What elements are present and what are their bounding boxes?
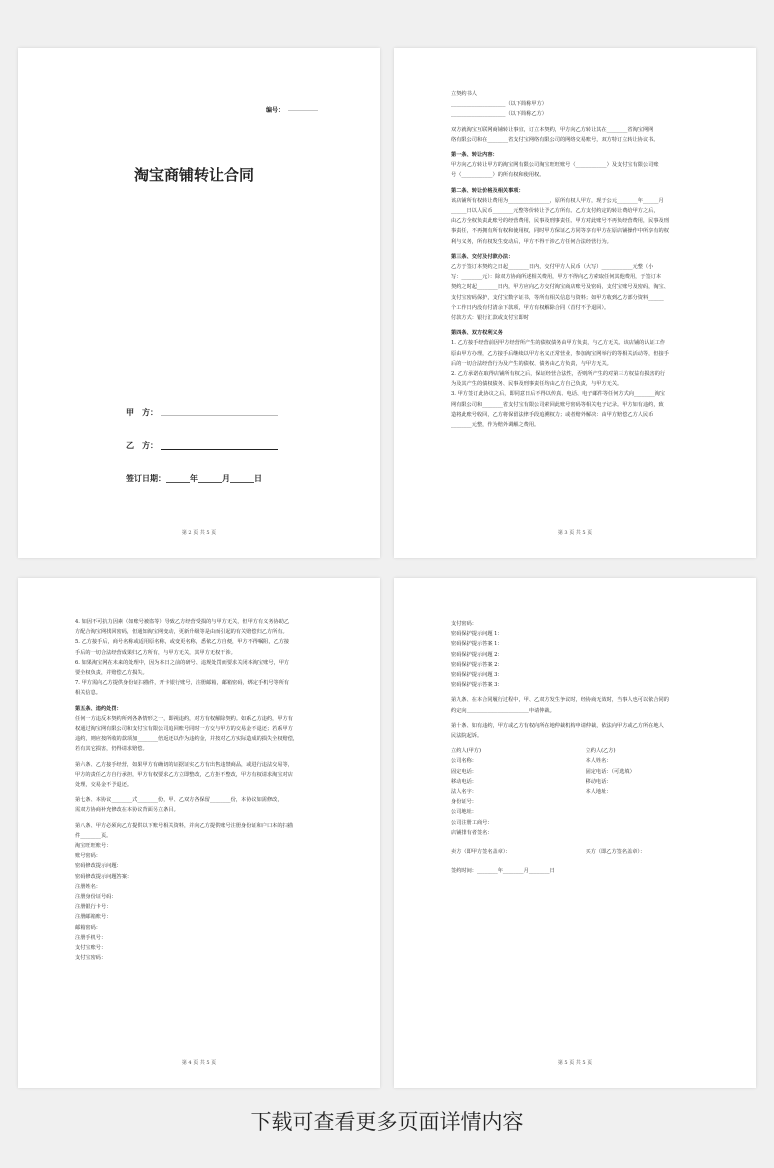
signatory-field: 移动电话：	[585, 778, 612, 785]
party-b-info	[586, 746, 721, 838]
signatory-field: 本人姓名：	[585, 758, 612, 765]
page-number: 第 4 页 共 5 页	[181, 1060, 217, 1066]
text-line: 民法院起诉。	[451, 733, 483, 740]
sign-date: 签订日期：______年______月______日	[126, 473, 262, 483]
signatory-field: 法人名字：	[451, 789, 477, 796]
text-line: 双方就淘宝互联网商铺转让事宜，订立本契约，甲方向乙方转让其在________省淘宝网网	[451, 126, 654, 133]
text-line: 5. 乙方接手后，商号名称或适用原名称，或变更名称，悉依乙方自便，甲方不得嘱阻，乙方接	[75, 639, 290, 646]
text-line: 密码修改提示问题：	[75, 863, 122, 870]
party-a-label: 甲 方：	[126, 407, 158, 417]
text-line: 契约之时起________日内，甲方应向乙方交付淘宝商店账号及密码，支付宝账号及密码，淘宝、	[451, 284, 669, 291]
signatory-field: 移动电话：	[451, 778, 477, 785]
page-number: 第 5 页 共 5 页	[557, 1060, 593, 1066]
clause-heading: 第四条、双方权利义务	[451, 330, 503, 337]
seller-signature: 卖方（即甲方签名盖章）：	[451, 849, 511, 856]
signatory-field: 店铺排有者签名：	[451, 829, 493, 836]
signatory-field: 公司名称：	[451, 758, 477, 765]
text-line: 账号密码：	[75, 853, 101, 860]
text-line: _____________________（以下简称甲方）	[451, 101, 547, 108]
signatory-field: 立约人(乙方)	[585, 748, 616, 755]
text-line: 注册姓名：	[75, 883, 101, 890]
text-line: 若有其它损害，仍得请求赔偿。	[75, 746, 148, 753]
text-line: 网有限公司和________省支付宝有限公司索回此账号密码等相关电子记录。甲方如有违约，致	[451, 401, 664, 408]
contract-cover-page	[18, 48, 380, 558]
party-b-line	[161, 449, 278, 450]
signatory-info	[451, 746, 720, 838]
text-line: 第六条、乙方接手经营，如果甲方有确切的证据证实乙方有出售违禁商品，或进行违法交易等，	[75, 761, 293, 768]
text-line: 络有限公司和在________省支付宝网络有限公司的网络交易账号，双方特订立转让协议书。	[451, 136, 659, 143]
text-line: 密码保护提示问题 3：	[451, 672, 503, 679]
text-line: 第十条、如有违约，甲方或乙方有权向所在地仲裁机构申请仲裁，依法向甲方或乙方所在地人	[451, 722, 664, 729]
text-line: 原由甲方办理，乙方接手后继续以甲方名义正常营业，参加淘宝网举行的等相关活动等，但接手	[451, 350, 669, 357]
text-line: 造将此账号收回，乙方将保留法律手段追溯权力；或者赔外解决：由甲方赔偿乙方人民币	[451, 411, 654, 418]
clause-heading: 第二条、转让价格及相关事项：	[451, 187, 524, 194]
page-4-body	[451, 619, 720, 876]
text-line: 注册身份证号码：	[75, 894, 117, 901]
text-line: 第九条、在本合同履行过程中，甲、乙双方发生争议时，经协商无效时，当事人也可以依合同的	[451, 697, 669, 704]
clause-heading: 第一条、转让内容：	[451, 152, 498, 159]
signatory-field: 公司地址：	[451, 809, 477, 816]
text-line: _____________________（以下简称乙方）	[451, 111, 547, 118]
text-line: 事责任，不再拥有所有权和使用权，同时甲方保证乙方同等享有甲方在原店铺操作中所享有的权	[451, 228, 669, 235]
text-line: 违约，则应按所收的款项加________倍返还以作为违约金，并按对乙方实际造成的损失全权赔偿，	[75, 736, 299, 743]
text-line: 支付宝密码保护，支付宝数字证书，等所有相关信息与资料；如甲方收到乙方部分资料______	[451, 294, 664, 301]
text-line: 付款方式：银行汇款或支付宝即时	[451, 315, 529, 322]
signatory-field: 身份证号：	[451, 799, 477, 806]
text-line: 为及其产生的债权债务、民事及刑事责任均由乙方自己负责，与甲方无关。	[451, 381, 623, 388]
sign-time: 签约时间：________年________月________日	[451, 868, 555, 875]
page-4-clauses	[451, 619, 720, 746]
text-line: 支付宝密码：	[75, 955, 107, 962]
text-line: 乙方于签订本契约之日起________日内，交付甲方人民币（大写）____________元整（小	[451, 264, 654, 271]
page-3-body	[75, 617, 344, 964]
text-line: 处理，交易金不予退还。	[75, 782, 133, 789]
page-number: 第 3 页 共 5 页	[557, 530, 593, 536]
text-line: 支付宝账号：	[75, 945, 107, 952]
text-line: 密码保护提示答案 1：	[451, 641, 503, 648]
text-line: 写：________元）：除双方协商所述相关费用，甲方不得向乙方索取任何其他费用，于签订本	[451, 274, 662, 281]
text-line: 7. 甲方需向乙方提供身份证扫描件，开卡银行账号，注册邮箱，邮箱密码，绑定手机号等所有	[75, 680, 290, 687]
contract-title: 淘宝商铺转让合同	[134, 166, 255, 184]
text-line: 第七条、本协议________式________份，甲、乙双方各保留________份，本协议如需修改，	[75, 797, 283, 804]
text-line: ______日以人民币________元整等价转让予乙方所有。乙方支付约定的转让费给甲方之后，	[451, 208, 659, 215]
text-line: 要全权负责，并赔偿乙方损失。	[75, 670, 148, 677]
text-line: 3. 甲方签订此协议之后，即同意日后不得以传真、电话、电子邮件等任何方式向________淘宝	[451, 391, 666, 398]
signatory-field: 立约人(甲方)	[451, 748, 481, 755]
text-line: 1. 乙方接手经营前因甲方经营所产生的债权债务由甲方负责，与乙方无关。该店铺的认证工作	[451, 340, 666, 347]
text-line: 密码保护提示问题 2：	[451, 651, 503, 658]
signatory-field: 公司注册工商号：	[451, 819, 493, 826]
text-line: 号（____________）的所有权和使用权。	[451, 172, 545, 179]
clause-heading: 第五条、违约处罚：	[75, 705, 122, 712]
text-line: 注册邮箱账号：	[75, 914, 112, 921]
signatory-field: 固定电话：	[451, 768, 477, 775]
text-line: 淘宝旺旺账号：	[75, 843, 112, 850]
text-line: 权通过淘宝网有限公司和支付宝有限公司追回账号同时一方交与甲方的交易金不退还；若系甲方	[75, 726, 293, 733]
text-line: 6. 如果淘宝网在未来的处理中，因为本日之前的研号、违规处罚而要求关闭本淘宝账号，甲方	[75, 659, 290, 666]
text-line: 该店铺所有权转让费用为________________，原所有权人甲方，现于公元________年______月	[451, 197, 664, 204]
text-line: 支付密码：	[451, 621, 477, 627]
download-prompt-text[interactable]: 下载可查看更多页面详情内容	[250, 1110, 524, 1134]
page-2-body	[451, 89, 720, 430]
contract-page-2	[394, 48, 756, 558]
text-line: 邮箱密码：	[75, 924, 101, 931]
text-line: 第八条、甲方必须向乙方提供以下账号相关资料，并向乙方提供账号注册身份证和户口本的扫描	[75, 822, 293, 829]
text-line: 利与义务，所有权发生变动后，甲方不得干涉乙方任何合法经营行为。	[451, 238, 612, 245]
party-a-info	[451, 746, 586, 838]
contract-number-blank: __________	[288, 104, 318, 111]
signatory-field: 固定电话：（可选填）	[585, 768, 635, 775]
text-line: ________元整，作为赔外调解之费用。	[451, 422, 540, 429]
contract-page-3	[18, 578, 380, 1088]
signatory-field: 本人地址：	[585, 789, 612, 796]
text-line: 密码保护提示答案 2：	[451, 661, 503, 668]
text-line: 件________页。	[75, 832, 112, 839]
text-line: 个工作日内没有付清余下款项，甲方有权解除合同（首付不予退回）。	[451, 304, 610, 311]
text-line: 密码保护提示答案 3：	[451, 682, 503, 689]
page-number: 第 2 页 共 5 页	[181, 530, 217, 536]
text-line: 约定向＿＿＿＿＿＿＿＿＿＿＿＿申请仲裁。	[451, 707, 555, 714]
text-line: 后的一切合法经营行为及产生的债权、债务由乙方负责，与甲方无关。	[451, 360, 612, 367]
text-line: 任何一方违反本契约所列各条情形之一，即视违约，对方有权解除契约。如系乙方违约，甲方有	[75, 715, 293, 722]
party-b-label: 乙 方：	[126, 440, 158, 450]
party-a-line	[161, 415, 278, 416]
text-line: 4. 如因不可抗力因素（如账号被盗等）导致乙方经营受损的与甲方无关，但甲方有义务协助乙	[75, 619, 290, 625]
text-line: 注册手机号：	[75, 934, 107, 941]
text-line: 2. 乙方承诺在取得店铺所有权之后，保证经营合法性，否则所产生的对第三方权益有损害的行	[451, 371, 666, 378]
contract-number-label: 编号：	[266, 107, 285, 114]
text-line: 甲方的责任乙方自行承担，甲方有权要求乙方立即整改，乙方拒不整改，甲方有权请求淘宝对店	[75, 771, 293, 778]
contract-page-4	[394, 578, 756, 1088]
text-line: 密码修改提示问题答案：	[75, 873, 133, 880]
text-line: 相关信息。	[75, 690, 101, 697]
text-line: 由乙方全权负责此账号的经营费用，民事及刑事责任。甲方对此账号不再负经营费用，民事及刑	[451, 218, 669, 225]
text-line: 密码保护提示问题 1：	[451, 631, 503, 638]
text-line: 手后的一切合法经营成果归乙方所有，与甲方无关，其甲方无权干涉。	[75, 649, 236, 656]
text-line: 甲方向乙方转让甲方的淘宝网有限公司淘宝旺旺账号（____________）及支付宝有限公司账	[451, 162, 659, 169]
signature-row	[451, 847, 720, 857]
buyer-signature: 买方（即乙方签名盖章）：	[585, 849, 646, 856]
text-line: 注册银行卡号：	[75, 904, 112, 911]
text-line: 需双方协商补充修改在本协议背面另立条目。	[75, 807, 179, 814]
text-line: 方配合淘宝网找回密码，但通知淘宝网变动，更新升级等是由而引起的有关赔偿归乙方所有。	[75, 629, 288, 636]
clause-heading: 第三条、交付及付款办法：	[451, 253, 514, 260]
text-line: 立契约书人	[451, 91, 477, 97]
